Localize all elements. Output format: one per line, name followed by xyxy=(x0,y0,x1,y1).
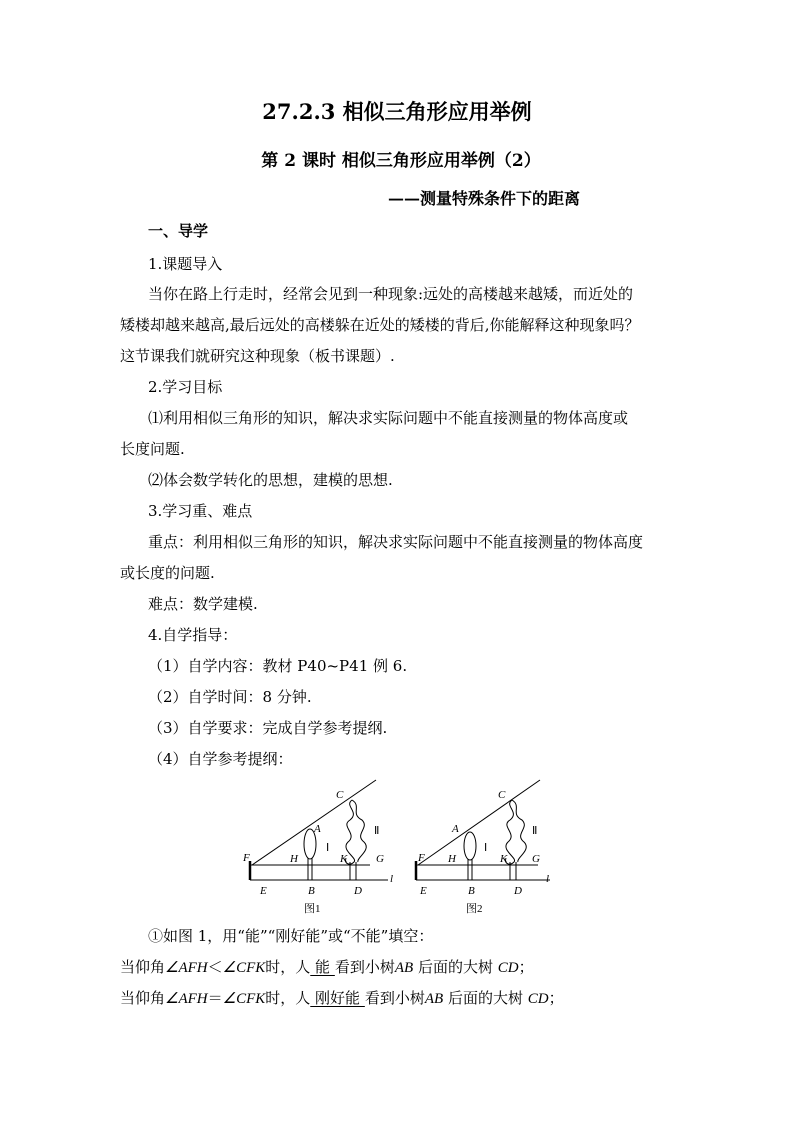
label-l: l xyxy=(546,873,550,885)
label-b: B xyxy=(308,885,315,897)
q-text: 后面的大树 xyxy=(413,958,498,976)
question-line-1 xyxy=(120,957,534,978)
question-instruction: ①如图 1，用“能”“刚好能”或“不能”填空： xyxy=(148,927,434,945)
region-2-label: Ⅱ xyxy=(532,825,538,837)
selfstudy-item: （4）自学参考提纲： xyxy=(148,750,293,768)
label-b: B xyxy=(468,885,475,897)
figure-caption-1: 图1 xyxy=(304,903,321,915)
large-tree-crown xyxy=(506,800,527,864)
selfstudy-item: （3）自学要求：完成自学参考提纲. xyxy=(148,719,388,737)
small-tree-crown xyxy=(464,832,476,860)
label-f: F xyxy=(243,852,250,864)
relation-symbol: ＝ xyxy=(207,989,223,1007)
large-tree-crown xyxy=(346,800,367,864)
label-d: D xyxy=(354,885,362,897)
q-text: 当仰角 xyxy=(120,958,166,976)
region-1-label: Ⅰ xyxy=(326,842,330,854)
keypoint-line: 重点：利用相似三角形的知识，解决求实际问题中不能直接测量的物体高度 xyxy=(148,533,644,551)
label-k: K xyxy=(500,853,508,865)
subsection-goals-heading: 2.学习目标 xyxy=(148,378,223,396)
figure-2-labels xyxy=(417,789,549,897)
subsection-intro-heading: 1.课题导入 xyxy=(148,255,223,273)
region-2-label: Ⅱ xyxy=(374,825,380,837)
label-g: G xyxy=(376,853,384,865)
label-d: D xyxy=(514,885,522,897)
subsection-keypoints-heading: 3.学习重、难点 xyxy=(148,502,253,520)
geometry-figure xyxy=(240,778,560,918)
answer-blank: 刚好能 xyxy=(310,989,365,1007)
label-a: A xyxy=(452,823,459,835)
figure-caption-2: 图2 xyxy=(466,903,483,915)
intro-paragraph-line: 矮楼却越来越高,最后远处的高楼躲在近处的矮楼的背后,你能解释这种现象吗？ xyxy=(120,316,640,334)
lesson-subtitle: 第 2 课时 相似三角形应用举例（2） xyxy=(261,151,541,171)
angle-cfk: ∠CFK xyxy=(222,960,266,976)
label-f: F xyxy=(418,852,425,864)
q-text: 时，人 xyxy=(265,958,311,976)
angle-afh: ∠AFH xyxy=(165,960,208,976)
relation-symbol: ＜ xyxy=(207,958,223,976)
q-text: ； xyxy=(518,958,534,976)
label-e: E xyxy=(420,885,427,897)
label-k: K xyxy=(340,853,348,865)
label-h: H xyxy=(448,853,456,865)
label-e: E xyxy=(260,885,267,897)
segment-cd: CD xyxy=(527,991,549,1007)
document-title: 27.2.3 相似三角形应用举例 xyxy=(262,99,532,124)
keypoint-line: 或长度的问题. xyxy=(120,564,215,582)
label-h: H xyxy=(290,853,298,865)
label-c: C xyxy=(498,789,506,801)
intro-paragraph-line: 当你在路上行走时，经常会见到一种现象:远处的高楼越来越矮，而近处的 xyxy=(148,285,634,303)
segment-ab: AB xyxy=(394,960,414,976)
q-text: 看到小树 xyxy=(364,989,425,1007)
label-a: A xyxy=(314,823,321,835)
angle-cfk: ∠CFK xyxy=(222,991,266,1007)
region-1-label: Ⅰ xyxy=(484,842,488,854)
subsection-selfstudy-heading: 4.自学指导： xyxy=(148,626,238,644)
segment-ab: AB xyxy=(424,991,444,1007)
angle-afh: ∠AFH xyxy=(165,991,208,1007)
q-text: 后面的大树 xyxy=(443,989,528,1007)
label-g: G xyxy=(532,853,540,865)
section-heading-guide: 一、导学 xyxy=(148,222,209,240)
goal-line: 长度问题. xyxy=(120,440,185,458)
label-c: C xyxy=(336,789,344,801)
difficulty-line: 难点：数学建模. xyxy=(148,595,258,613)
q-text: ； xyxy=(548,989,564,1007)
lesson-topic: ——测量特殊条件下的距离 xyxy=(388,189,581,208)
question-line-2 xyxy=(120,988,564,1009)
sight-line-to-c xyxy=(418,780,540,865)
selfstudy-item: （2）自学时间：8 分钟. xyxy=(148,688,312,706)
selfstudy-item: （1）自学内容：教材 P40~P41 例 6. xyxy=(148,657,408,675)
goal-line: ⑵体会数学转化的思想，建模的思想. xyxy=(148,471,393,489)
figure-1-labels xyxy=(242,789,393,897)
q-text: 看到小树 xyxy=(334,958,395,976)
q-text: 当仰角 xyxy=(120,989,166,1007)
q-text: 时，人 xyxy=(265,989,311,1007)
label-l: l xyxy=(390,873,394,885)
figure-2 xyxy=(416,780,550,880)
intro-paragraph-line: 这节课我们就研究这种现象（板书课题）. xyxy=(120,347,395,365)
segment-cd: CD xyxy=(497,960,519,976)
answer-blank: 能 xyxy=(310,958,335,976)
goal-line: ⑴利用相似三角形的知识，解决求实际问题中不能直接测量的物体高度或 xyxy=(148,409,629,427)
